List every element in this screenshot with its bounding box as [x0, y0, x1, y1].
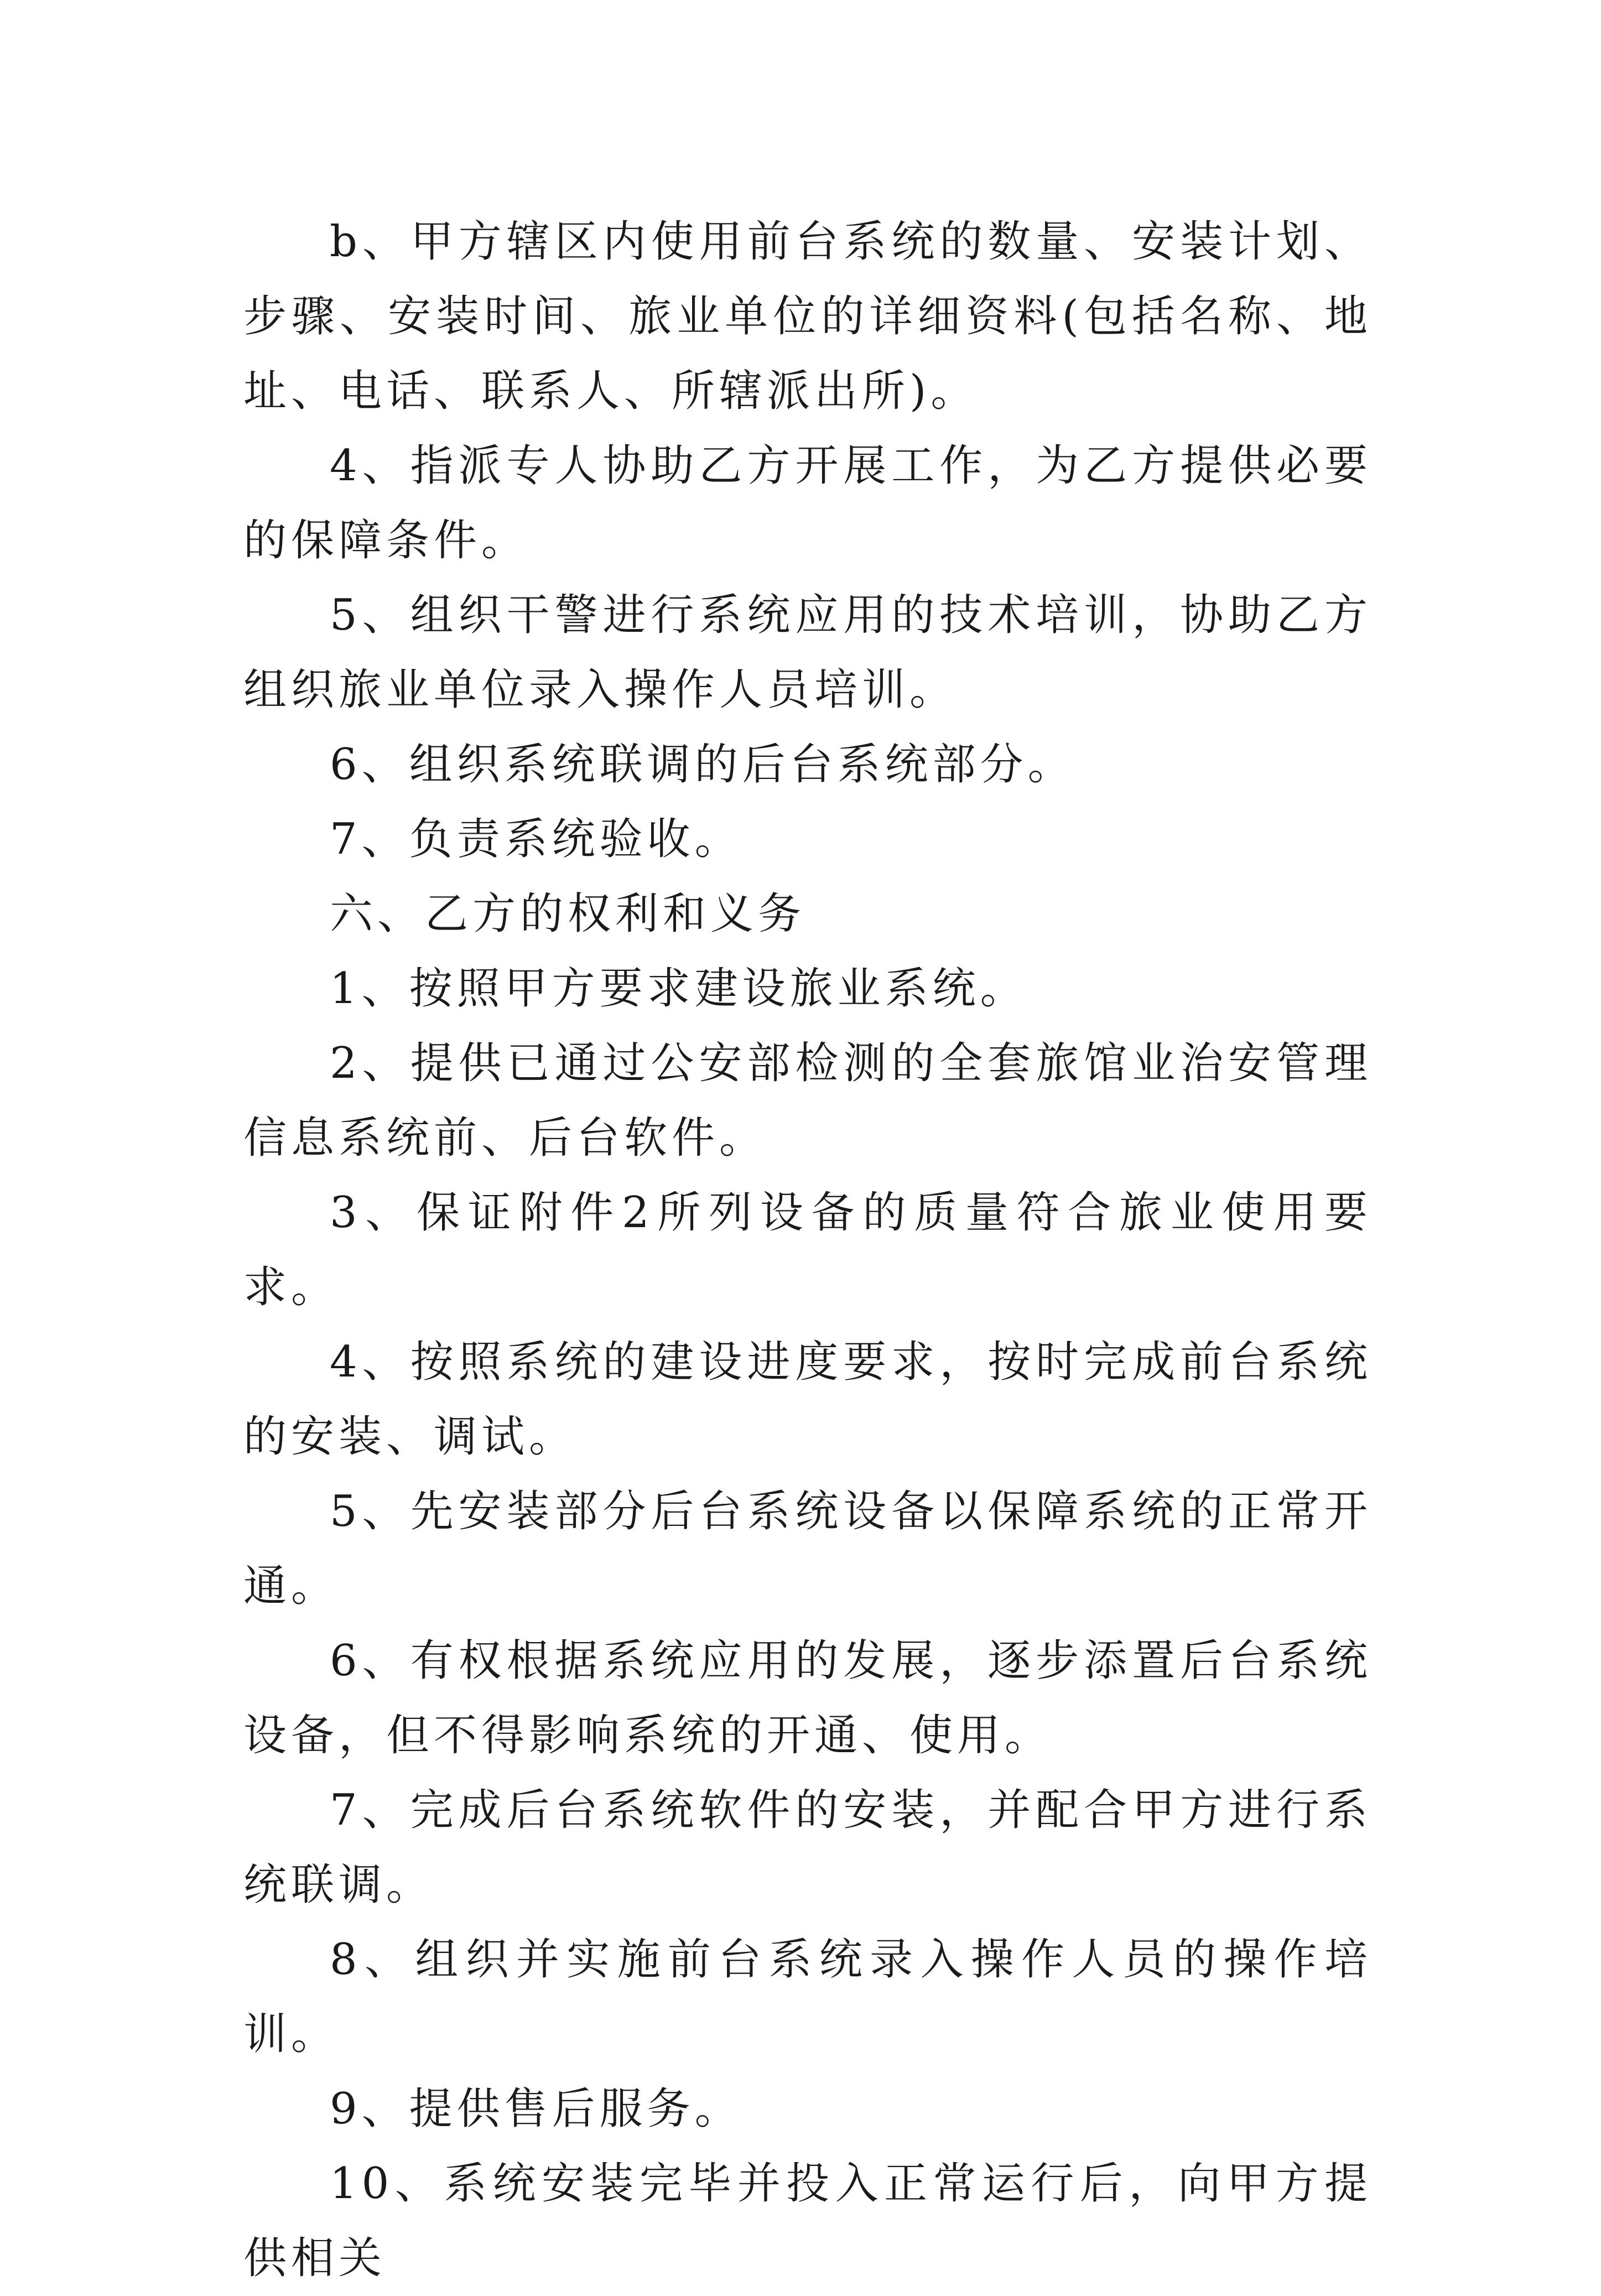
paragraph-party-b-4: 4、按照系统的建设进度要求，按时完成前台系统的安装、调试。 [243, 1337, 1372, 1462]
paragraph-party-b-1: 1、按照甲方要求建设旅业系统。 [330, 964, 1028, 1014]
paragraph-party-b-2: 2、提供已通过公安部检测的全套旅馆业治安管理信息系统前、后台软件。 [243, 1038, 1372, 1163]
paragraph-party-b-8: 8、组织并实施前台系统录入操作人员的操作培训。 [243, 1935, 1372, 2059]
paragraph-party-b-9: 9、提供售后服务。 [330, 2084, 742, 2134]
paragraph-party-b-6: 6、有权根据系统应用的发展，逐步添置后台系统设备，但不得影响系统的开通、使用。 [243, 1636, 1372, 1760]
paragraph-party-b-3: 3、保证附件2所列设备的质量符合旅业使用要求。 [243, 1188, 1372, 1312]
paragraph-party-a-6: 6、组织系统联调的后台系统部分。 [330, 740, 1075, 789]
section-heading-party-b: 六、乙方的权利和义务 [330, 889, 806, 939]
paragraph-party-b-10: 10、系统安装完毕并投入正常运行后，向甲方提供相关 [243, 2159, 1372, 2283]
paragraph-party-b-7: 7、完成后台系统软件的安装，并配合甲方进行系统联调。 [243, 1785, 1372, 1910]
paragraph-party-a-5: 5、组织干警进行系统应用的技术培训，协助乙方组织旅业单位录入操作人员培训。 [243, 590, 1372, 715]
document-body [243, 205, 1372, 2296]
paragraph-requirements-b: b、甲方辖区内使用前台系统的数量、安装计划、步骤、安装时间、旅业单位的详细资料(包括名称、地址、电话、联系人、所辖派出所)。 [243, 217, 1372, 416]
paragraph-party-b-5: 5、先安装部分后台系统设备以保障系统的正常开通。 [243, 1487, 1372, 1611]
paragraph-party-a-7: 7、负责系统验收。 [330, 814, 742, 864]
paragraph-party-a-4: 4、指派专人协助乙方开展工作，为乙方提供必要的保障条件。 [243, 441, 1372, 565]
